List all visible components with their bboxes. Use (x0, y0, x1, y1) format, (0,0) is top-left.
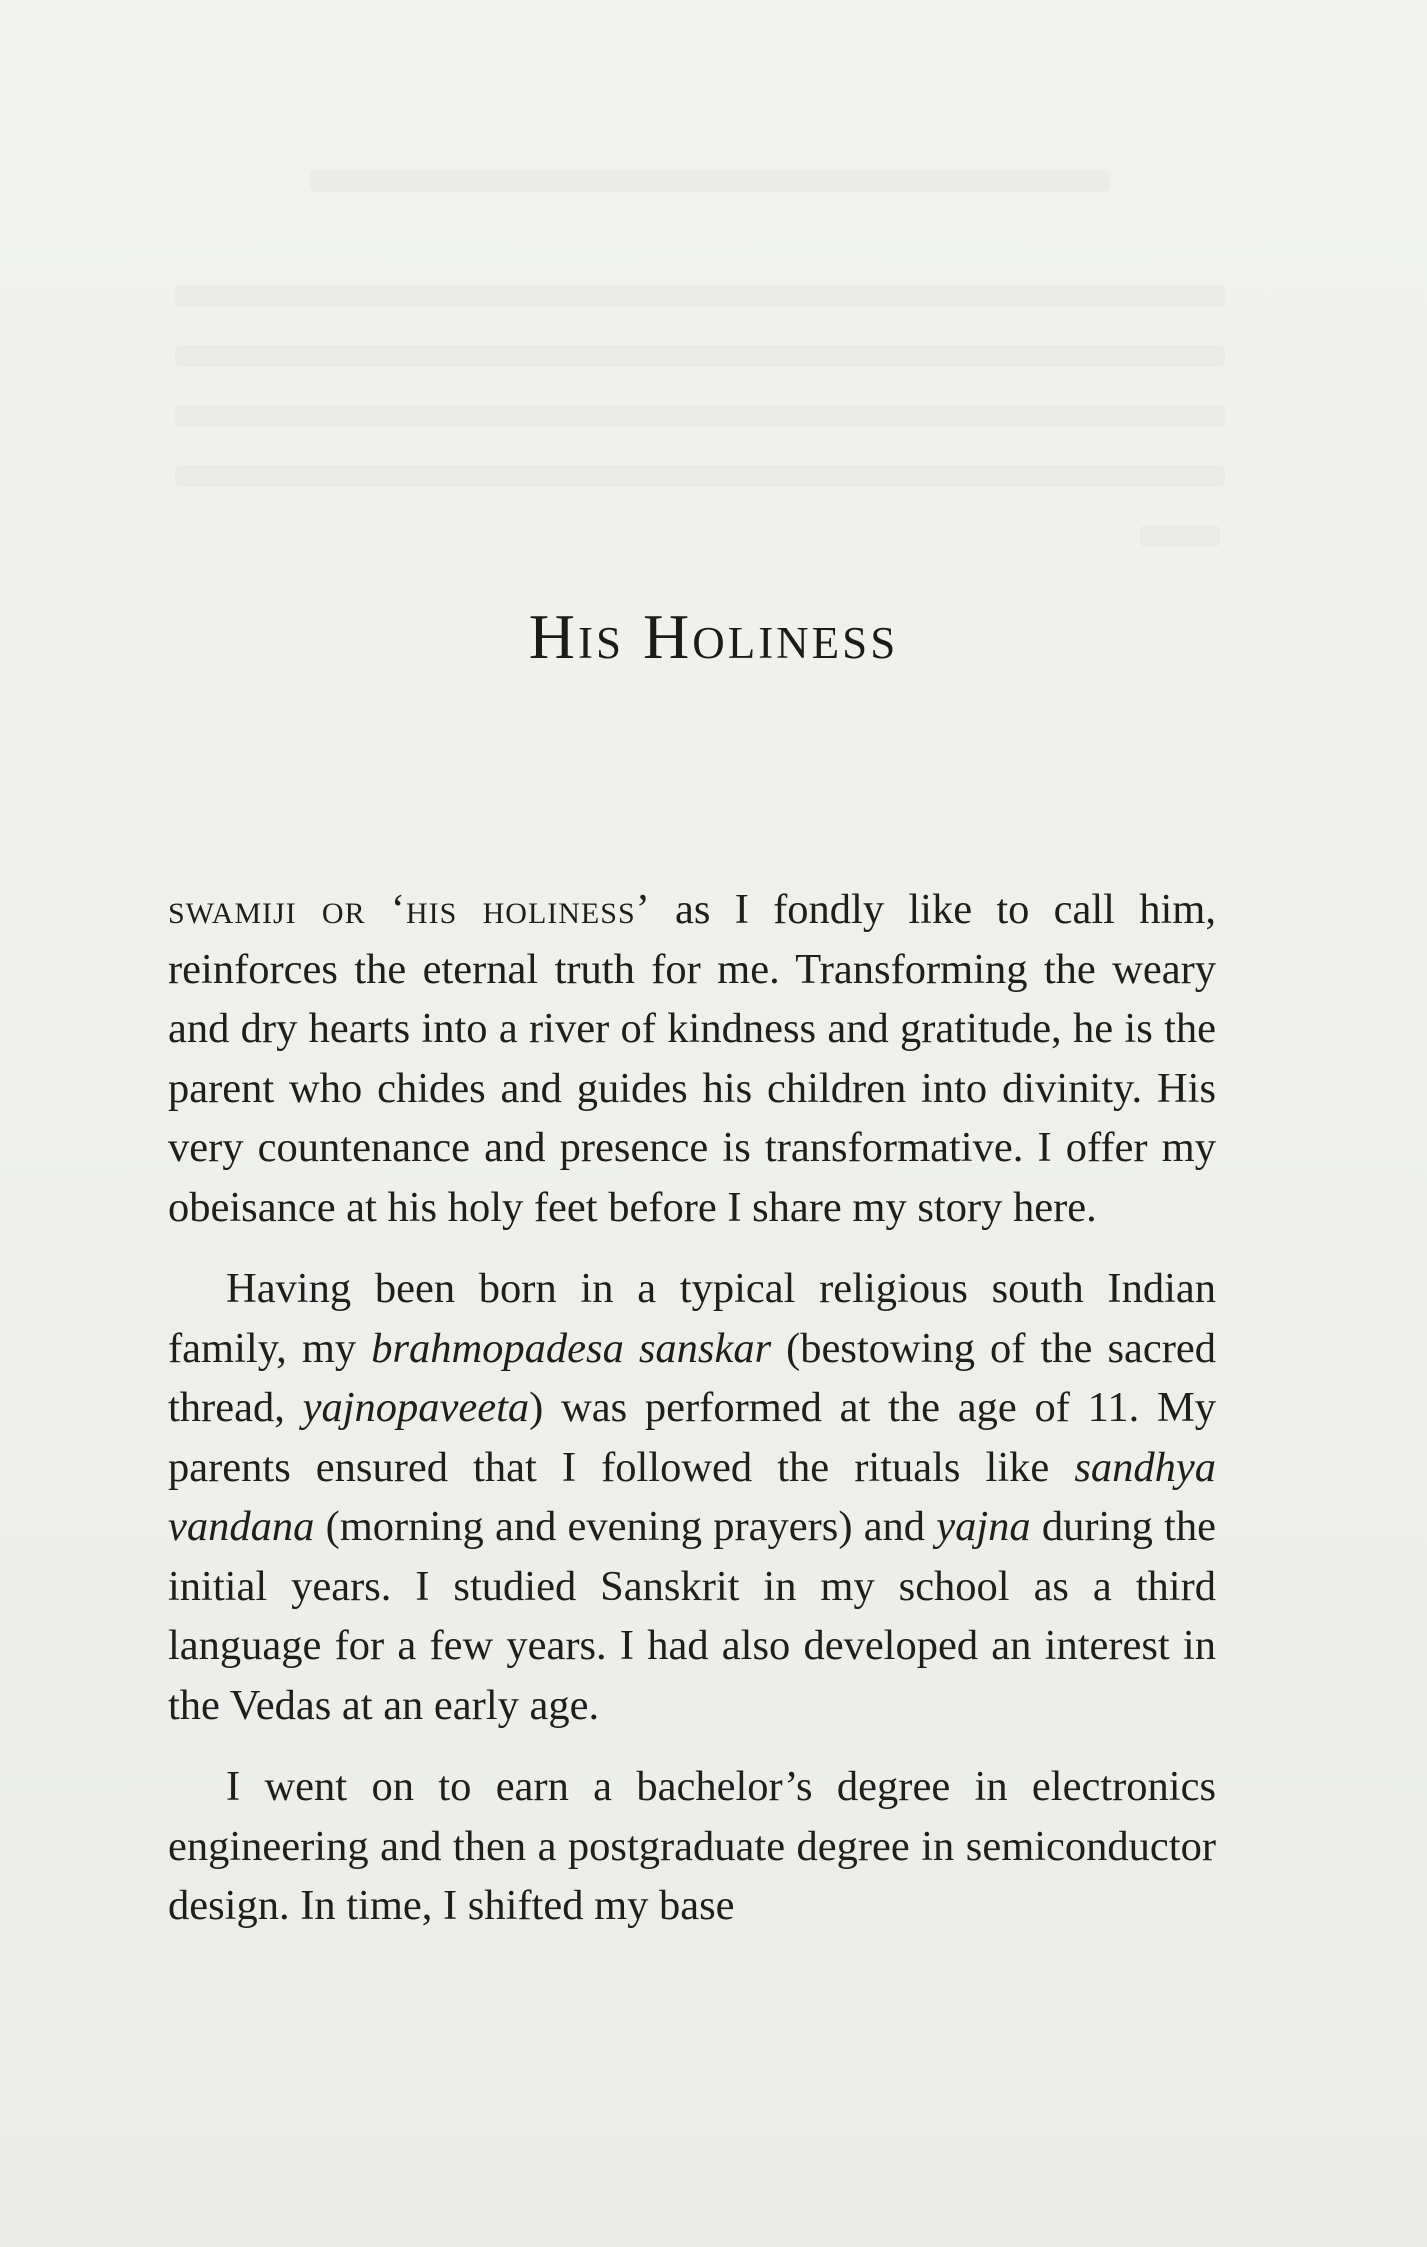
chapter-title: His Holiness (528, 601, 899, 672)
paragraph-2 (168, 1259, 1216, 1735)
bleed-through-line (310, 170, 1110, 192)
lead-in-small-caps: swamiji or ‘his holiness’ (168, 886, 651, 933)
bleed-through-line (175, 345, 1225, 367)
bleed-through-line (175, 285, 1225, 307)
paragraph-3 (168, 1757, 1216, 1936)
italic-term: sandhya vandana (168, 1443, 1216, 1550)
bleed-through-line (175, 465, 1225, 487)
paragraph-2-text: during the initial years. I studied Sanskrit in my school as a third language for a few years. I had also developed an interest in the Vedas at an early age. (168, 1503, 1216, 1729)
paragraph-1 (168, 880, 1216, 1237)
italic-term: yajna (936, 1503, 1031, 1550)
bleed-through-line (175, 405, 1225, 427)
paragraph-2-text: (bestowing of the sacred thread, (168, 1324, 1216, 1431)
chapter-body (168, 880, 1216, 1958)
italic-term: brahmopadesa sanskar (371, 1324, 772, 1372)
bleed-through-line (1140, 525, 1220, 547)
paragraph-3-text: I went on to earn a bachelor’s degree in electronics engineering and then a postgraduate degree in semiconductor design. In time, I shifted my base (168, 1763, 1216, 1929)
paragraph-2-text: (morning and evening prayers) and (314, 1503, 937, 1550)
paragraph-2-text: Having been born in a typical religious south Indian family, my (168, 1265, 1216, 1372)
paragraph-2-text: ) was performed at the age of 11. My parents ensured that I followed the rituals like (168, 1384, 1216, 1491)
italic-term: yajnopaveeta (302, 1384, 530, 1431)
paragraph-1-text: as I fondly like to call him, reinforces the eternal truth for me. Transforming the weary and dry hearts into a river of kindness and gratitude, he is the parent who chides and guides his children into divinity. His very countenance and presence is transformative. I offer my obeisance at his holy feet before I share my story here. (168, 886, 1216, 1231)
